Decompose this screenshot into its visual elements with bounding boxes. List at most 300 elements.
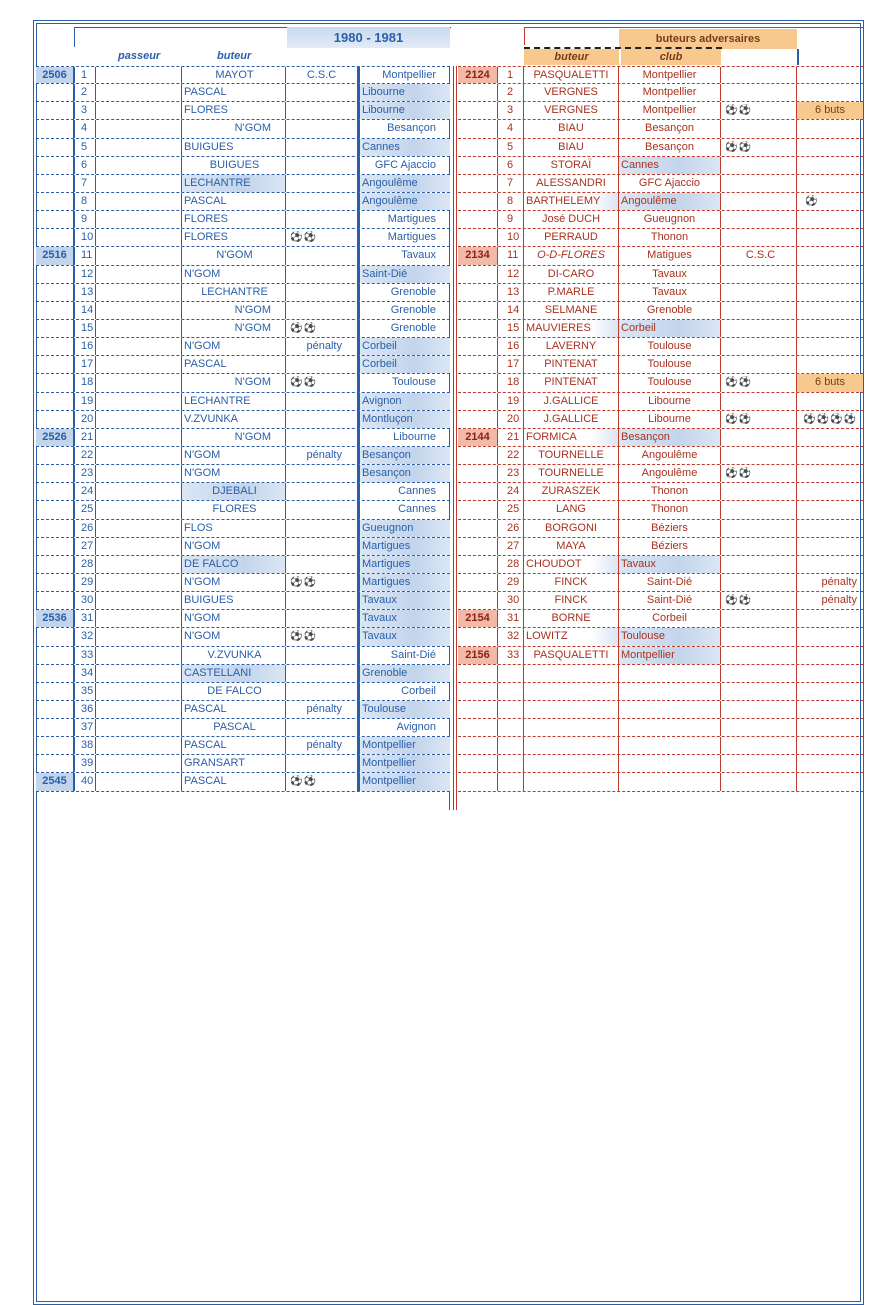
row-marker (36, 211, 74, 228)
note-cell (721, 193, 797, 210)
buteur-cell: PASCAL (182, 773, 286, 790)
row-marker (458, 628, 498, 645)
club-cell: Corbeil (619, 610, 721, 627)
buteur-cell: SELMANE (524, 302, 619, 319)
passeur-cell (96, 120, 182, 137)
row-marker (36, 374, 74, 391)
note-cell (721, 701, 797, 718)
right-header-line (524, 27, 864, 28)
buteur-cell: N'GOM (182, 247, 286, 264)
table-row (36, 374, 450, 392)
row-marker (36, 556, 74, 573)
row-marker (36, 465, 74, 482)
buteur-cell: N'GOM (182, 338, 286, 355)
note-cell (721, 610, 797, 627)
note-cell (721, 628, 797, 645)
row-number (498, 683, 524, 700)
row-number: 33 (74, 647, 96, 664)
table-row (36, 556, 450, 574)
note-cell (286, 538, 358, 555)
buteur-cell: BORNE (524, 610, 619, 627)
passeur-cell (96, 501, 182, 518)
buteur-cell: J.GALLICE (524, 393, 619, 410)
note-cell: pénalty (286, 701, 358, 718)
table-row (36, 574, 450, 592)
passeur-cell (96, 266, 182, 283)
goal-ball-icon: ⚽⚽ (721, 465, 797, 482)
row-number: 5 (74, 139, 96, 156)
note-cell (721, 501, 797, 518)
goal-ball-icon: ⚽⚽⚽⚽ (803, 413, 857, 425)
row-marker (458, 284, 498, 301)
buteur-cell: FINCK (524, 592, 619, 609)
buteur-cell: FLORES (182, 501, 286, 518)
club-cell: Saint-Dié (358, 266, 450, 283)
table-row (458, 755, 864, 773)
buteur-cell: PASCAL (182, 356, 286, 373)
row-number: 1 (74, 67, 96, 83)
buteur-cell (524, 719, 619, 736)
row-marker (458, 411, 498, 428)
buteur-cell: DI-CARO (524, 266, 619, 283)
buteur-cell: PINTENAT (524, 356, 619, 373)
buteur-cell: BUIGUES (182, 139, 286, 156)
row-marker (458, 556, 498, 573)
passeur-cell (96, 338, 182, 355)
row-marker (458, 157, 498, 174)
buteur-cell: José DUCH (524, 211, 619, 228)
note-cell (797, 647, 863, 664)
note-cell (797, 229, 863, 246)
note-cell (797, 356, 863, 373)
club-cell: Gueugnon (358, 520, 450, 537)
note-cell (721, 556, 797, 573)
header-passeur: passeur (118, 50, 161, 62)
buteur-cell: N'GOM (182, 120, 286, 137)
table-row (36, 665, 450, 683)
note-cell: pénalty (286, 447, 358, 464)
row-marker (36, 102, 74, 119)
passeur-cell (96, 157, 182, 174)
club-cell: Toulouse (358, 374, 450, 391)
club-scorers-table (36, 66, 450, 792)
buteur-cell: N'GOM (182, 447, 286, 464)
note-cell (797, 737, 863, 754)
buteur-cell: N'GOM (182, 266, 286, 283)
buteur-cell: MAYA (524, 538, 619, 555)
club-cell: Libourne (358, 102, 450, 119)
passeur-cell (96, 719, 182, 736)
row-marker (458, 574, 498, 591)
table-row (458, 266, 864, 284)
row-number: 22 (74, 447, 96, 464)
club-cell: Angoulême (619, 465, 721, 482)
row-marker (36, 338, 74, 355)
row-number: 39 (74, 755, 96, 772)
row-marker (36, 719, 74, 736)
row-number: 15 (74, 320, 96, 337)
table-row (458, 302, 864, 320)
club-cell: Angoulême (358, 175, 450, 192)
club-cell: Tavaux (358, 592, 450, 609)
goal-ball-icon: ⚽⚽ (721, 411, 797, 428)
table-row (458, 610, 864, 628)
table-row (36, 302, 450, 320)
note-cell (286, 211, 358, 228)
row-number: 18 (498, 374, 524, 391)
row-number: 30 (498, 592, 524, 609)
row-marker (36, 447, 74, 464)
club-cell: Martigues (358, 211, 450, 228)
row-marker (458, 592, 498, 609)
row-number: 22 (498, 447, 524, 464)
row-number (498, 719, 524, 736)
row-marker (36, 665, 74, 682)
passeur-cell (96, 701, 182, 718)
row-marker: 2506 (36, 67, 74, 83)
club-cell: Montpellier (358, 755, 450, 772)
buteur-cell: J.GALLICE (524, 411, 619, 428)
buteur-cell (524, 665, 619, 682)
row-marker (458, 393, 498, 410)
passeur-cell (96, 284, 182, 301)
table-row (458, 520, 864, 538)
table-row (458, 628, 864, 646)
buteur-cell: N'GOM (182, 574, 286, 591)
buteur-cell: V.ZVUNKA (182, 647, 286, 664)
goal-ball-icon: ⚽⚽ (286, 574, 358, 591)
club-cell: Martigues (358, 538, 450, 555)
table-row (458, 193, 864, 211)
note-cell: pénalty (821, 594, 857, 607)
buteur-cell: FINCK (524, 574, 619, 591)
buteur-cell: GRANSART (182, 755, 286, 772)
table-row (36, 320, 450, 338)
note-cell (721, 520, 797, 537)
row-marker (458, 520, 498, 537)
table-row (458, 465, 864, 483)
row-number: 35 (74, 683, 96, 700)
note-cell (797, 628, 863, 645)
table-row (458, 592, 864, 610)
row-marker (36, 701, 74, 718)
row-number: 14 (74, 302, 96, 319)
note-cell (286, 102, 358, 119)
club-cell: Avignon (358, 719, 450, 736)
row-number: 11 (74, 247, 96, 264)
club-cell: Montpellier (358, 737, 450, 754)
note-cell (721, 338, 797, 355)
row-number: 27 (74, 538, 96, 555)
table-row (458, 411, 864, 429)
note-cell (797, 139, 863, 156)
row-number: 7 (498, 175, 524, 192)
table-row (458, 338, 864, 356)
row-number: 34 (74, 665, 96, 682)
note-cell (797, 465, 863, 482)
note-cell (797, 665, 863, 682)
club-cell: Grenoble (358, 320, 450, 337)
opponent-scorers-table (458, 66, 864, 792)
table-row (36, 211, 450, 229)
row-marker: 2134 (458, 247, 498, 264)
club-cell: Montluçon (358, 411, 450, 428)
row-number: 8 (498, 193, 524, 210)
buteur-cell: N'GOM (182, 320, 286, 337)
row-marker (36, 520, 74, 537)
row-marker (36, 284, 74, 301)
buteur-cell (524, 701, 619, 718)
row-marker: 2516 (36, 247, 74, 264)
buteur-cell: TOURNELLE (524, 465, 619, 482)
table-row (458, 356, 864, 374)
club-cell: Cannes (358, 501, 450, 518)
row-number: 9 (498, 211, 524, 228)
club-cell (619, 701, 721, 718)
note-cell (286, 247, 358, 264)
note-cell (286, 520, 358, 537)
passeur-cell (96, 302, 182, 319)
club-cell: Grenoble (358, 665, 450, 682)
note-cell (286, 157, 358, 174)
goal-ball-icon: ⚽⚽ (286, 320, 358, 337)
note-cell (286, 683, 358, 700)
row-marker (36, 229, 74, 246)
row-marker (458, 356, 498, 373)
club-cell: Tavaux (358, 628, 450, 645)
row-marker (458, 102, 498, 119)
note-cell (797, 610, 863, 627)
club-cell (619, 683, 721, 700)
passeur-cell (96, 175, 182, 192)
row-marker (36, 501, 74, 518)
club-cell: GFC Ajaccio (619, 175, 721, 192)
note-cell (721, 647, 797, 664)
row-number: 28 (74, 556, 96, 573)
table-row (458, 429, 864, 447)
table-row (36, 66, 450, 84)
club-cell: Cannes (619, 157, 721, 174)
club-cell: Béziers (619, 538, 721, 555)
row-marker: 2154 (458, 610, 498, 627)
passeur-cell (96, 374, 182, 391)
row-marker (36, 84, 74, 101)
note-cell (721, 538, 797, 555)
row-number: 10 (498, 229, 524, 246)
note-cell (286, 665, 358, 682)
row-marker: 2124 (458, 67, 498, 83)
passeur-cell (96, 247, 182, 264)
row-number: 14 (498, 302, 524, 319)
passeur-cell (96, 84, 182, 101)
note-cell (797, 284, 863, 301)
passeur-cell (96, 538, 182, 555)
row-number: 33 (498, 647, 524, 664)
table-row (458, 737, 864, 755)
header-adv-club: club (621, 49, 721, 65)
club-cell: Besançon (619, 429, 721, 446)
table-row (458, 229, 864, 247)
row-marker: 2144 (458, 429, 498, 446)
club-cell: Libourne (619, 411, 721, 428)
right-table-separator (456, 66, 457, 810)
buteur-cell: PASQUALETTI (524, 67, 619, 83)
row-number: 40 (74, 773, 96, 790)
note-cell (797, 719, 863, 736)
row-number: 28 (498, 556, 524, 573)
passeur-cell (96, 211, 182, 228)
buteur-cell: P.MARLE (524, 284, 619, 301)
note-cell: 6 buts (797, 374, 863, 391)
note-cell (721, 211, 797, 228)
buteur-cell: N'GOM (182, 628, 286, 645)
note-cell (797, 773, 863, 790)
buteur-cell: LAVERNY (524, 338, 619, 355)
club-cell (619, 773, 721, 790)
row-marker (36, 647, 74, 664)
row-marker (36, 755, 74, 772)
passeur-cell (96, 556, 182, 573)
note-cell (721, 683, 797, 700)
row-number: 17 (74, 356, 96, 373)
row-number: 4 (498, 120, 524, 137)
note-cell (721, 737, 797, 754)
row-marker (458, 139, 498, 156)
row-number: 12 (74, 266, 96, 283)
club-cell: Libourne (358, 429, 450, 446)
note-cell (721, 229, 797, 246)
row-marker (458, 538, 498, 555)
table-row (36, 538, 450, 556)
row-marker (458, 755, 498, 772)
row-marker (458, 193, 498, 210)
club-cell: Martigues (358, 229, 450, 246)
club-cell: Corbeil (358, 683, 450, 700)
row-marker: 2536 (36, 610, 74, 627)
note-cell: 6 buts (797, 102, 863, 119)
note-cell (721, 356, 797, 373)
note-cell (721, 574, 797, 591)
row-marker (458, 320, 498, 337)
row-number (498, 773, 524, 790)
buteur-cell: CASTELLANI (182, 665, 286, 682)
buteur-cell (524, 755, 619, 772)
table-row (458, 84, 864, 102)
row-number: 3 (498, 102, 524, 119)
row-number: 29 (74, 574, 96, 591)
club-cell: Montpellier (619, 647, 721, 664)
goal-ball-icon: ⚽⚽ (286, 374, 358, 391)
buteur-cell: PASQUALETTI (524, 647, 619, 664)
club-cell: Grenoble (358, 302, 450, 319)
table-row (458, 647, 864, 665)
row-marker (458, 501, 498, 518)
buteur-cell: FLORES (182, 211, 286, 228)
note-cell (721, 755, 797, 772)
note-cell (721, 773, 797, 790)
note-cell (721, 483, 797, 500)
club-cell: Toulouse (619, 356, 721, 373)
table-row (36, 465, 450, 483)
table-row (36, 447, 450, 465)
passeur-cell (96, 520, 182, 537)
note-cell (721, 284, 797, 301)
table-row (36, 701, 450, 719)
note-cell (286, 465, 358, 482)
table-row (36, 338, 450, 356)
club-cell (619, 755, 721, 772)
club-cell: Besançon (358, 120, 450, 137)
club-cell (619, 665, 721, 682)
club-cell: Béziers (619, 520, 721, 537)
note-cell (286, 84, 358, 101)
table-row (458, 701, 864, 719)
table-row (458, 211, 864, 229)
buteur-cell: PASCAL (182, 84, 286, 101)
row-marker (458, 773, 498, 790)
note-cell (721, 447, 797, 464)
note-cell (286, 556, 358, 573)
row-number: 20 (498, 411, 524, 428)
club-cell: Cannes (358, 483, 450, 500)
club-cell: Toulouse (619, 338, 721, 355)
table-row (36, 719, 450, 737)
row-marker (36, 592, 74, 609)
note-cell (286, 429, 358, 446)
row-marker: 2545 (36, 773, 74, 790)
note-cell (797, 429, 863, 446)
table-row (36, 284, 450, 302)
table-row (36, 157, 450, 175)
row-number: 1 (498, 67, 524, 83)
row-number: 10 (74, 229, 96, 246)
buteur-cell: N'GOM (182, 465, 286, 482)
buteur-cell: LECHANTRE (182, 393, 286, 410)
note-cell (721, 393, 797, 410)
passeur-cell (96, 574, 182, 591)
club-cell: Montpellier (619, 67, 721, 83)
row-number: 11 (498, 247, 524, 264)
row-number: 30 (74, 592, 96, 609)
buteur-cell: VERGNES (524, 102, 619, 119)
passeur-cell (96, 683, 182, 700)
club-cell: Montpellier (358, 773, 450, 790)
club-cell: Libourne (358, 84, 450, 101)
buteur-cell: N'GOM (182, 374, 286, 391)
note-cell (797, 538, 863, 555)
club-cell: Avignon (358, 393, 450, 410)
passeur-cell (96, 411, 182, 428)
row-marker (36, 393, 74, 410)
buteur-cell: PERRAUD (524, 229, 619, 246)
row-marker (36, 538, 74, 555)
row-marker (458, 302, 498, 319)
buteur-cell: N'GOM (182, 429, 286, 446)
note-cell (797, 520, 863, 537)
row-number: 18 (74, 374, 96, 391)
table-row (36, 773, 450, 791)
row-number: 24 (498, 483, 524, 500)
buteur-cell: BORGONI (524, 520, 619, 537)
table-row (458, 157, 864, 175)
note-cell: pénalty (286, 338, 358, 355)
passeur-cell (96, 393, 182, 410)
row-number: 17 (498, 356, 524, 373)
row-number: 15 (498, 320, 524, 337)
passeur-cell (96, 665, 182, 682)
table-row (36, 755, 450, 773)
passeur-cell (96, 320, 182, 337)
